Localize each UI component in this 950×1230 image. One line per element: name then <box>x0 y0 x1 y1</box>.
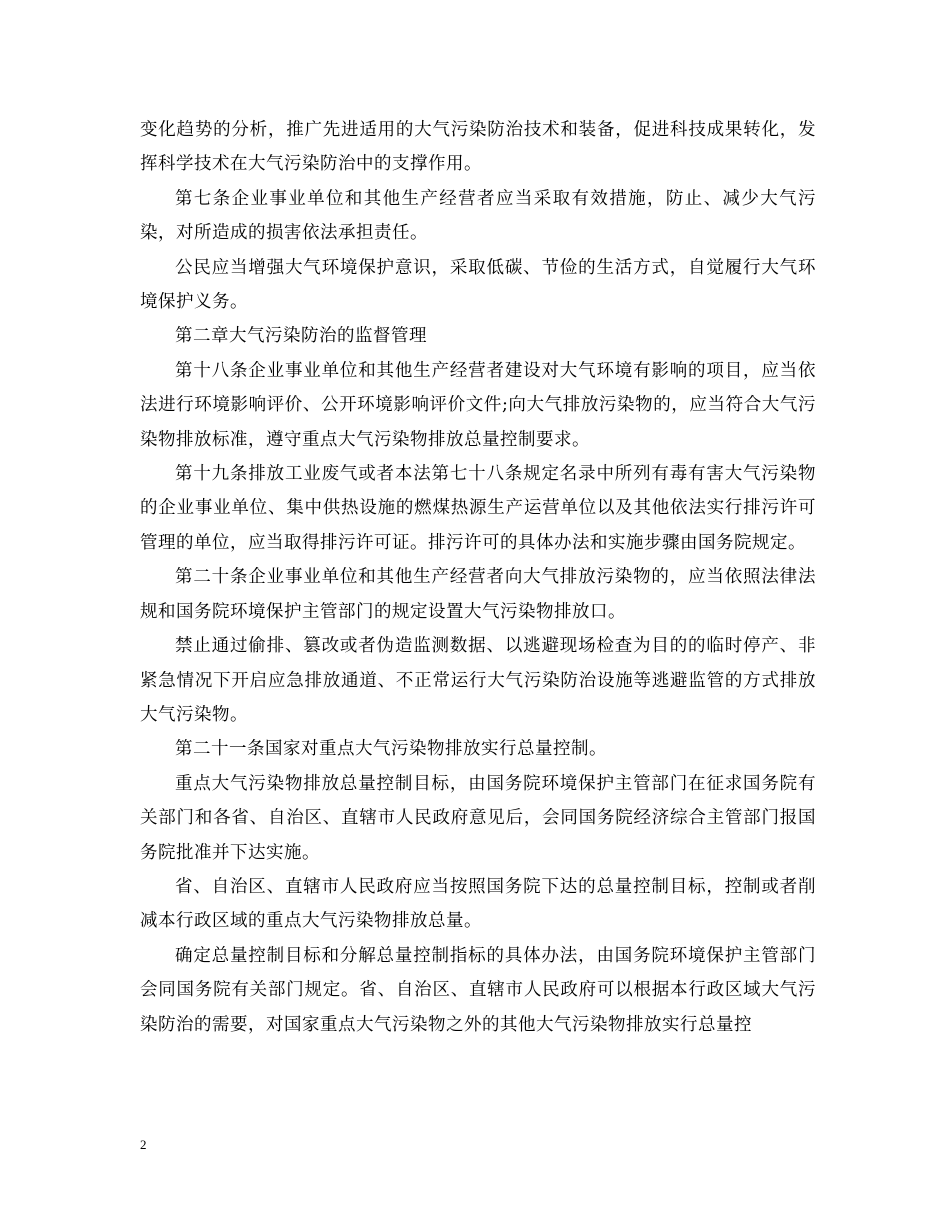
paragraph-total-control-target: 重点大气污染物排放总量控制目标，由国务院环境保护主管部门在征求国务院有关部门和各省、自治区、直辖市人民政府意见后，会同国务院经济综合主管部门报国务院批准并下达实施。 <box>140 773 816 863</box>
document-body <box>140 113 816 1042</box>
paragraph-article-21: 第二十一条国家对重点大气污染物排放实行总量控制。 <box>175 739 607 760</box>
paragraph-article-7: 第七条企业事业单位和其他生产经营者应当采取有效措施，防止、减少大气污染，对所造成的损害依法承担责任。 <box>140 188 816 244</box>
paragraph-prohibition: 禁止通过偷排、篡改或者伪造监测数据、以逃避现场检查为目的的临时停产、非紧急情况下开启应急排放通道、不正常运行大气污染防治设施等逃避监管的方式排放大气污染物。 <box>140 636 816 725</box>
paragraph-continuation: 变化趋势的分析，推广先进适用的大气污染防治技术和装备，促进科技成果转化，发挥科学技术在大气污染防治中的支撑作用。 <box>140 120 816 175</box>
paragraph-provincial-control: 省、自治区、直辖市人民政府应当按照国务院下达的总量控制目标，控制或者削减本行政区域的重点大气污染物排放总量。 <box>140 876 816 932</box>
chapter-heading: 第二章大气污染防治的监督管理 <box>175 326 427 347</box>
paragraph-article-19: 第十九条排放工业废气或者本法第七十八条规定名录中所列有毒有害大气污染物的企业事业单位、集中供热设施的燃煤热源生产运营单位以及其他依法实行排污许可管理的单位，应当取得排污许可证。排污许可的具体办法和实施步骤由国务院规定。 <box>140 464 816 553</box>
paragraph-article-20: 第二十条企业事业单位和其他生产经营者向大气排放污染物的，应当依照法律法规和国务院环境保护主管部门的规定设置大气污染物排放口。 <box>140 567 816 622</box>
paragraph-citizen-duty: 公民应当增强大气环境保护意识，采取低碳、节俭的生活方式，自觉履行大气环境保护义务。 <box>140 257 816 313</box>
page-number: 2 <box>140 1137 147 1152</box>
paragraph-control-method: 确定总量控制目标和分解总量控制指标的具体办法，由国务院环境保护主管部门会同国务院有关部门规定。省、自治区、直辖市人民政府可以根据本行政区域大气污染防治的需要，对国家重点大气污染物之外的其他大气污染物排放实行总量控 <box>140 945 816 1035</box>
paragraph-article-18: 第十八条企业事业单位和其他生产经营者建设对大气环境有影响的项目，应当依法进行环境影响评价、公开环境影响评价文件;向大气排放污染物的，应当符合大气污染物排放标准，遵守重点大气污染物排放总量控制要求。 <box>140 360 816 450</box>
